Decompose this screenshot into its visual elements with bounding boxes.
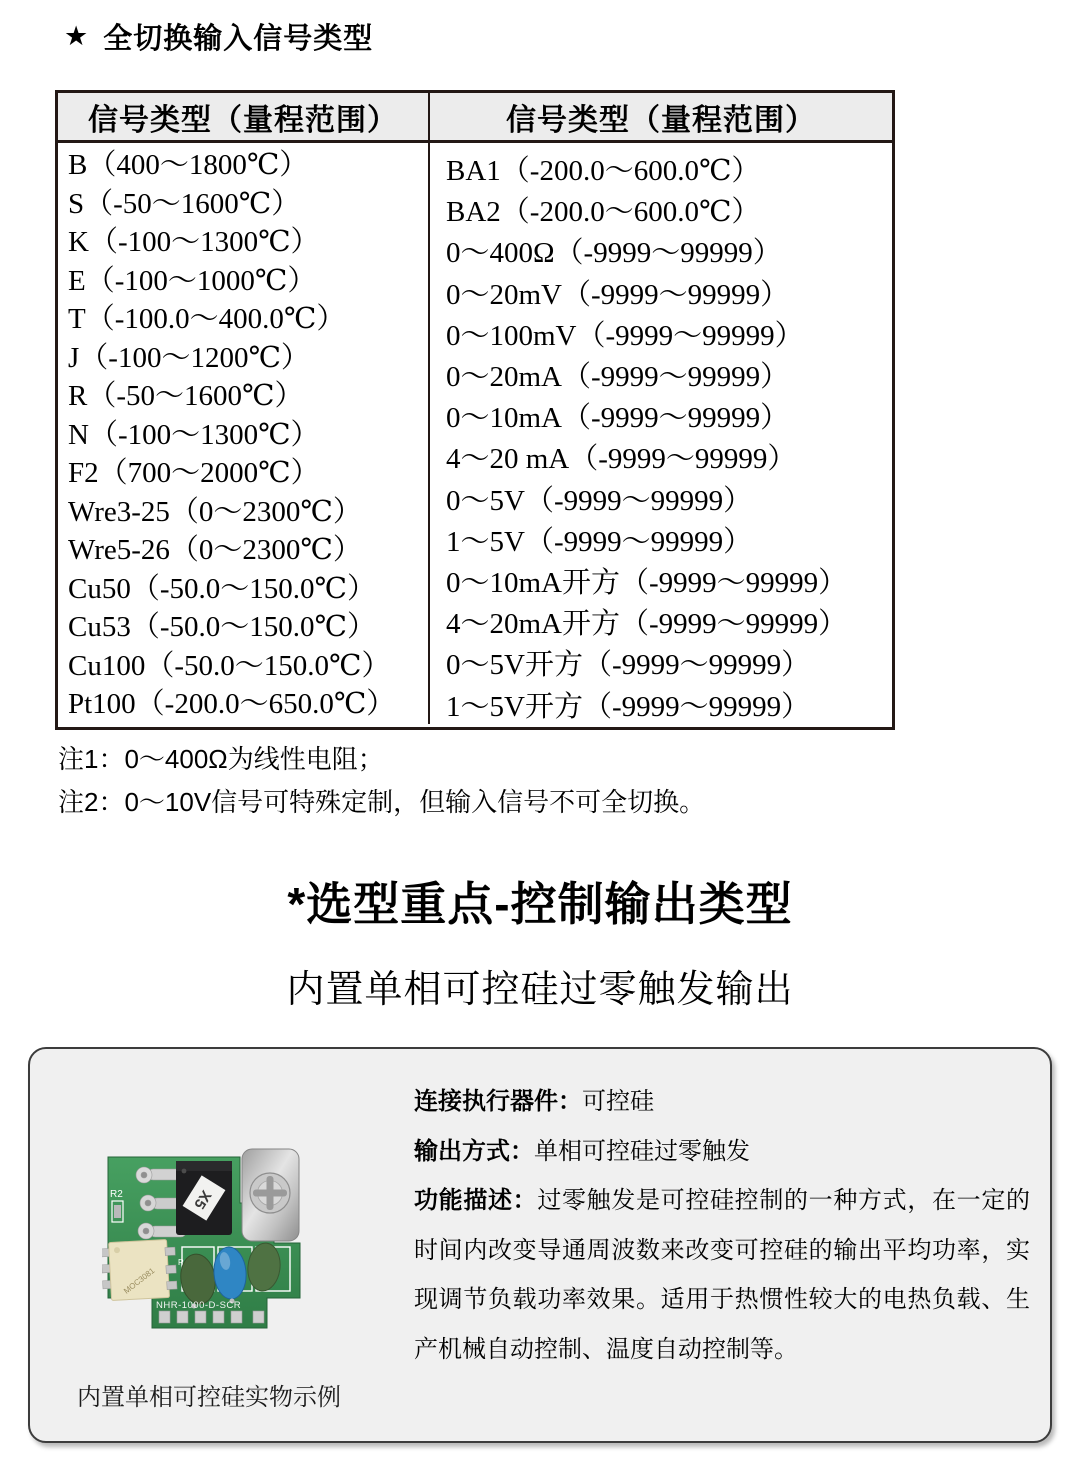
table-row: BA1（-200.0～600.0℃） — [446, 155, 761, 187]
table-row: J（-100～1200℃） — [68, 341, 310, 374]
note-2: 注2：0～10V信号可特殊定制，但输入信号不可全切换。 — [58, 787, 706, 817]
table-row: Cu100（-50.0～150.0℃） — [68, 649, 391, 682]
table-row: 0～5V（-9999～99999） — [446, 484, 753, 517]
heatsink-screw — [242, 1149, 299, 1241]
silkscreen-board-label: NHR-1000-D-SCR — [156, 1300, 242, 1311]
table-row: Wre3-25（0～2300℃） — [68, 495, 362, 528]
input-signal-heading — [64, 16, 373, 57]
table-body — [58, 143, 892, 724]
table-row: B（400～1800℃） — [68, 149, 309, 181]
table-row: 0～5V开方（-9999～99999） — [446, 649, 811, 682]
pcb-photo-caption: 内置单相可控硅实物示例 — [77, 1384, 341, 1411]
table-header-right: 信号类型（量程范围） — [506, 103, 816, 137]
table-header-left: 信号类型（量程范围） — [58, 93, 430, 140]
table-row: Cu50（-50.0～150.0℃） — [68, 572, 376, 605]
table-column-left — [58, 143, 430, 724]
table-column-right — [430, 143, 892, 724]
triac-chip-label: X5 — [190, 1187, 215, 1212]
section-title: *选型重点-控制输出类型 — [287, 878, 793, 930]
pcb-photo — [102, 1143, 302, 1339]
table-row: 1～5V开方（-9999～99999） — [446, 690, 811, 723]
table-row: 0～100mV（-9999～99999） — [446, 319, 804, 352]
spec-function-desc-label: 功能描述： — [414, 1187, 538, 1214]
table-row: E（-100～1000℃） — [68, 264, 317, 297]
star-icon: ★ — [64, 21, 90, 51]
spec-output-mode-value: 单相可控硅过零触发 — [534, 1137, 750, 1165]
spec-actuator-value: 可控硅 — [582, 1088, 654, 1115]
table-row: 0～10mA开方（-9999～99999） — [446, 567, 848, 600]
smd-resistor — [114, 1205, 121, 1218]
table-notes — [58, 738, 705, 824]
silkscreen-r2-label: R2 — [110, 1189, 123, 1200]
table-row: 0～10mA（-9999～99999） — [446, 402, 790, 435]
table-row: F2（700～2000℃） — [68, 457, 320, 489]
spec-output-mode-label: 输出方式： — [414, 1137, 534, 1165]
input-signal-heading-label: 全切换输入信号类型 — [103, 23, 374, 55]
table-row: Cu53（-50.0～150.0℃） — [68, 611, 376, 643]
table-row: BA2（-200.0～600.0℃） — [446, 196, 761, 229]
triac-chip — [176, 1161, 232, 1235]
table-row: 0～20mV（-9999～99999） — [446, 278, 790, 311]
note-1: 注1：0～400Ω为线性电阻； — [58, 744, 384, 774]
scr-output-card — [28, 1047, 1052, 1443]
spec-actuator-label: 连接执行器件： — [414, 1088, 582, 1115]
table-row: N（-100～1300℃） — [68, 418, 320, 451]
table-row: 4～20 mA（-9999～99999） — [446, 443, 797, 476]
table-row: 4～20mA开方（-9999～99999） — [446, 608, 848, 641]
optocoupler-chip — [102, 1239, 178, 1301]
spec-function-desc — [414, 1176, 1030, 1374]
table-row: 1～5V（-9999～99999） — [446, 525, 753, 558]
table-row: Pt100（-200.0～650.0℃） — [68, 688, 396, 720]
table-row: Wre5-26（0～2300℃） — [68, 534, 362, 566]
spec-actuator — [414, 1077, 1030, 1127]
silkscreen-r-label: R — [178, 1258, 184, 1267]
optocoupler-label: MOC3081 — [122, 1266, 157, 1296]
table-row: K（-100～1300℃） — [68, 226, 320, 258]
spec-output-mode — [414, 1127, 1030, 1177]
table-row: T（-100.0～400.0℃） — [68, 303, 346, 335]
table-header-row — [58, 93, 892, 143]
section-subtitle: 内置单相可控硅过零触发输出 — [286, 969, 794, 1011]
signal-range-table — [55, 90, 895, 730]
table-row: R（-50～1600℃） — [68, 380, 304, 412]
table-row: S（-50～1600℃） — [68, 187, 301, 220]
table-row: 0～20mA（-9999～99999） — [446, 361, 790, 394]
output-spec-text — [414, 1077, 1030, 1374]
spec-function-desc-value: 过零触发是可控硅控制的一种方式，在一定的时间内改变导通周波数来改变可控硅的输出平均功率，实现调节负载功率效果。适用于热惯性较大的电热负载、生产机械自动控制、温度自动控制等。 — [414, 1187, 1031, 1363]
table-row: 0～400Ω（-9999～99999） — [446, 237, 782, 270]
